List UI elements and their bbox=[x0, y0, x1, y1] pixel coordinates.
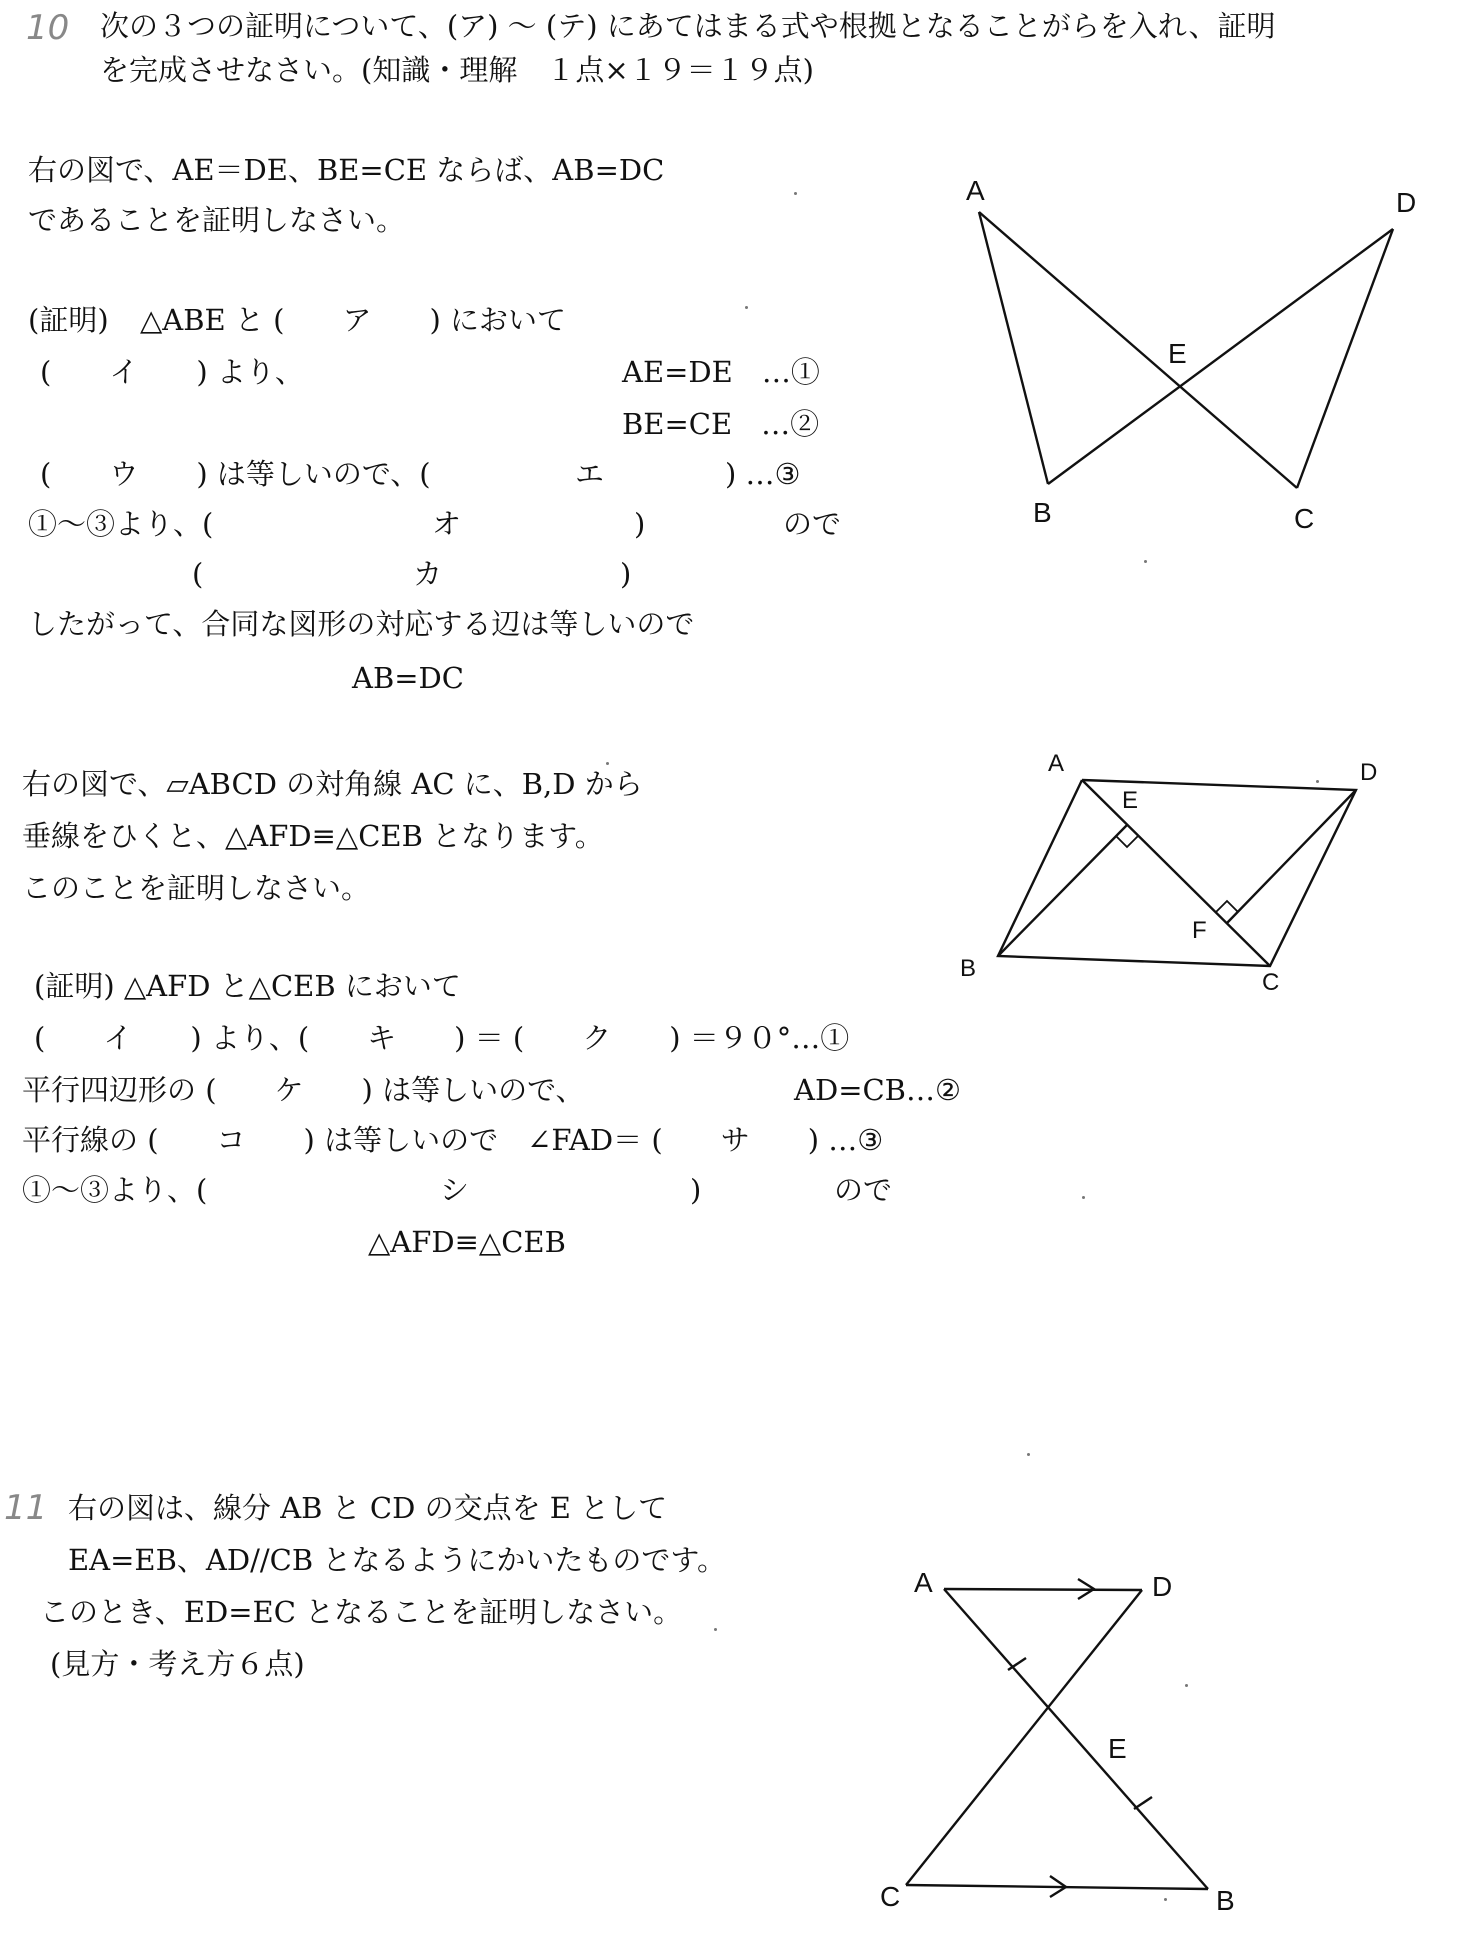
part1-blank-u: ( ウ ) は等しいので、( bbox=[40, 457, 431, 491]
scan-speck bbox=[1185, 1684, 1188, 1687]
part2-statement-line-1: 右の図で、▱ABCD の対角線 AC に、B,D から bbox=[22, 767, 643, 801]
scan-speck bbox=[745, 306, 748, 309]
instruction-line-2: を完成させなさい。(知識・理解 １点×１９＝１９点) bbox=[100, 53, 814, 87]
instruction-line-1: 次の３つの証明について、(ア) ～ (テ) にあてはまる式や根拠となることがらを入れ、証明 bbox=[100, 9, 1276, 43]
fig3-segment-cb bbox=[906, 1885, 1208, 1889]
part2-node: ので bbox=[834, 1173, 893, 1207]
problem11-points: (見方・考え方６点) bbox=[50, 1647, 305, 1681]
scan-speck bbox=[714, 1628, 717, 1631]
figure-2-parallelogram bbox=[960, 740, 1420, 1000]
part1-node: ので bbox=[783, 507, 842, 541]
scan-speck bbox=[1144, 560, 1147, 563]
figure-3-hourglass bbox=[880, 1540, 1260, 1916]
problem11-line-2: EA=EB、AD//CB となるようにかいたものです。 bbox=[68, 1543, 727, 1577]
part2-blank-shi: シ bbox=[440, 1173, 470, 1207]
fig3-segment-dc bbox=[906, 1590, 1142, 1885]
fig3-label-c: C bbox=[880, 1881, 901, 1912]
part2-line-i: ( イ ) より、( キ ) ＝ ( ク ) ＝９０°…① bbox=[34, 1021, 850, 1055]
fig2-perpendicular-be bbox=[998, 825, 1127, 956]
part2-statement-line-3: このことを証明しなさい。 bbox=[22, 871, 371, 905]
fig3-label-b: B bbox=[1216, 1885, 1235, 1916]
fig3-segment-ab bbox=[944, 1589, 1208, 1889]
figure-1-bowtie bbox=[930, 160, 1450, 540]
part1-blank-o: オ bbox=[432, 507, 462, 541]
scan-speck bbox=[1316, 780, 1319, 783]
fig1-path-a-c-d-b bbox=[979, 212, 1297, 488]
part2-line-ke: 平行四辺形の ( ケ ) は等しいので、 bbox=[22, 1073, 585, 1107]
scan-speck bbox=[606, 762, 609, 765]
part1-eq-2: BE=CE …② bbox=[622, 407, 820, 441]
part2-line-shi-prefix: ①～③より、( bbox=[22, 1173, 208, 1207]
fig3-segment-ad bbox=[944, 1589, 1142, 1590]
part1-statement-line-2: であることを証明しなさい。 bbox=[28, 203, 406, 237]
fig1-segment-dc bbox=[1297, 229, 1393, 488]
fig2-label-e: E bbox=[1122, 787, 1139, 814]
fig1-label-e: E bbox=[1168, 338, 1187, 369]
part1-blank-e: エ bbox=[575, 457, 605, 491]
scan-speck bbox=[1082, 1196, 1085, 1199]
fig2-diagonal-ac bbox=[1082, 780, 1270, 966]
part1-therefore: したがって、合同な図形の対応する辺は等しいので bbox=[28, 607, 695, 641]
part2-line-ko: 平行線の ( コ ) は等しいので ∠FAD＝ ( サ ) …③ bbox=[22, 1123, 884, 1157]
fig2-label-c: C bbox=[1262, 969, 1280, 996]
scan-speck bbox=[794, 192, 797, 195]
fig2-label-f: F bbox=[1192, 917, 1207, 944]
part1-statement-line-1: 右の図で、AE＝DE、BE=CE ならば、AB=DC bbox=[28, 153, 665, 187]
problem-number-10: 10 bbox=[26, 8, 70, 48]
fig2-label-d: D bbox=[1360, 759, 1378, 786]
scan-speck bbox=[1164, 1898, 1167, 1901]
part1-from-suffix: ) bbox=[634, 507, 646, 541]
fig1-label-d: D bbox=[1396, 187, 1417, 218]
problem11-line-3: このとき、ED=EC となることを証明しなさい。 bbox=[40, 1595, 683, 1629]
part2-statement-line-2: 垂線をひくと、△AFD≡△CEB となります。 bbox=[22, 819, 604, 853]
fig2-perpendicular-df bbox=[1227, 790, 1356, 923]
part1-blank-ka-open: ( bbox=[192, 557, 204, 591]
part1-eq-1: AE=DE …① bbox=[622, 355, 820, 389]
part2-proof-line-1: (証明) △AFD と△CEB において bbox=[34, 969, 461, 1003]
part2-line-shi-suffix: ) bbox=[690, 1173, 702, 1207]
fig1-label-c: C bbox=[1294, 503, 1315, 534]
part2-eq-2: AD=CB…② bbox=[794, 1073, 961, 1107]
problem11-line-1: 右の図は、線分 AB と CD の交点を E として bbox=[68, 1491, 668, 1525]
fig2-label-a: A bbox=[1048, 750, 1065, 777]
scan-speck bbox=[1027, 1453, 1030, 1456]
part1-from-prefix: ①～③より、( bbox=[28, 507, 214, 541]
part1-conclusion: AB=DC bbox=[352, 661, 464, 695]
fig2-right-angle-f bbox=[1216, 901, 1238, 912]
fig1-label-a: A bbox=[966, 175, 985, 206]
part1-blank-ka: カ bbox=[413, 557, 443, 591]
problem-number-11: 11 bbox=[4, 1488, 48, 1528]
fig2-label-b: B bbox=[960, 955, 977, 982]
fig1-label-b: B bbox=[1033, 497, 1052, 528]
part1-blank-ka-close: ) bbox=[620, 557, 632, 591]
fig3-label-e: E bbox=[1108, 1733, 1127, 1764]
part1-eq-3: ) …③ bbox=[725, 457, 801, 491]
fig1-segment-bd bbox=[1048, 229, 1393, 484]
part1-proof-line-1: △ABE と ( ア ) において bbox=[140, 303, 567, 337]
part2-conclusion: △AFD≡△CEB bbox=[368, 1225, 566, 1259]
fig2-right-angle-e bbox=[1116, 836, 1138, 847]
fig3-label-d: D bbox=[1152, 1571, 1173, 1602]
fig3-tick-eb bbox=[1134, 1797, 1152, 1809]
fig3-label-a: A bbox=[914, 1567, 933, 1598]
part1-blank-i: ( イ ) より、 bbox=[40, 355, 304, 389]
fig1-segment-ab bbox=[979, 212, 1048, 484]
part1-proof-intro: (証明) bbox=[28, 303, 109, 337]
